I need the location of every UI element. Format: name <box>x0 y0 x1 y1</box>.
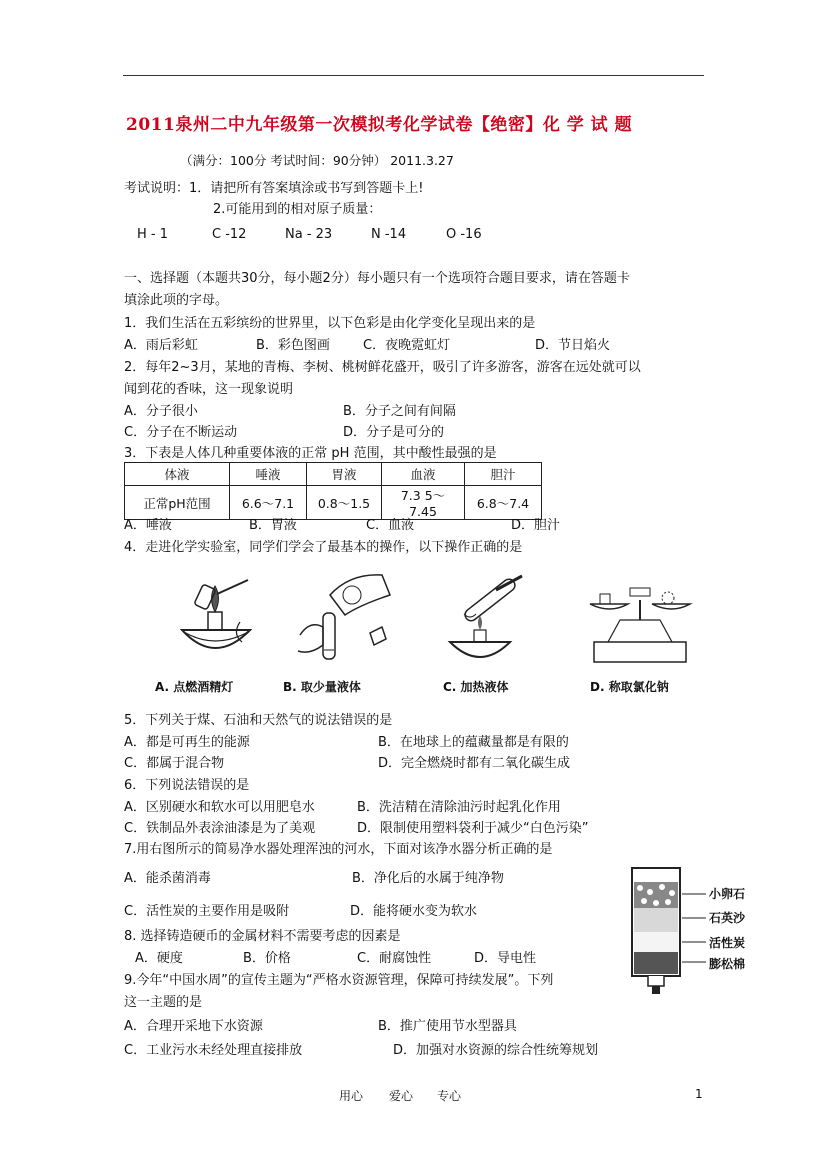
q6-option-b: B．洗洁精在清除油污时起乳化作用 <box>357 800 561 815</box>
ph-table-header: 胃液 <box>307 463 382 486</box>
q5-option-d: D．完全燃烧时都有二氧化碳生成 <box>378 756 571 771</box>
q2-stem-1: 2．每年2~3月，某地的青梅、李树、桃树鲜花盛开，吸引了许多游客，游客在远处就可以 <box>124 360 641 375</box>
exam-meta: （满分：100分 考试时间：90分钟） 2011.3.27 <box>180 153 454 168</box>
ph-table <box>124 462 542 520</box>
q6-option-a: A．区别硬水和软水可以用肥皂水 <box>124 800 315 815</box>
q4-stem: 4．走进化学实验室，同学们学会了最基本的操作，以下操作正确的是 <box>124 540 523 555</box>
figure-caption-b: B. 取少量液体 <box>283 680 361 694</box>
figure-caption-c: C. 加热液体 <box>443 680 509 694</box>
balance-figure <box>580 582 700 672</box>
purifier-label-pebbles: 小卵石 <box>709 887 746 901</box>
purifier-label-cotton: 膨松棉 <box>709 957 746 971</box>
section1-intro-1: 一、选择题（本题共30分，每小题2分）每小题只有一个选项符合题目要求，请在答题卡 <box>124 271 630 286</box>
q2-option-a: A．分子很小 <box>124 404 198 419</box>
atomic-mass-c: C -12 <box>212 227 247 242</box>
q9-option-c: C．工业污水未经处理直接排放 <box>124 1043 303 1058</box>
footer-motto-3: 专心 <box>437 1089 462 1103</box>
q9-option-a: A．合理开采地下水资源 <box>124 1019 263 1034</box>
q9-option-b: B．推广使用节水型器具 <box>378 1019 517 1034</box>
q3-option-c: C．血液 <box>366 518 415 533</box>
ph-table-row <box>125 486 542 520</box>
q3-stem: 3．下表是人体几种重要体液的正常 pH 范围，其中酸性最强的是 <box>124 446 497 461</box>
q9-stem-2: 这一主题的是 <box>124 995 203 1010</box>
header-rule <box>123 75 704 76</box>
q1-option-d: D．节日焰火 <box>535 338 611 353</box>
instructions-line1: 考试说明：1．请把所有答案填涂或书写到答题卡上! <box>124 181 424 196</box>
q3-option-a: A．唾液 <box>124 518 172 533</box>
q1-option-a: A．雨后彩虹 <box>124 338 198 353</box>
figure-caption-a: A. 点燃酒精灯 <box>155 680 234 694</box>
footer-motto-1: 用心 <box>339 1089 364 1103</box>
q2-stem-2: 闻到花的香味，这一现象说明 <box>124 382 294 397</box>
q7-option-a: A．能杀菌消毒 <box>124 871 211 886</box>
q2-option-c: C．分子在不断运动 <box>124 425 238 440</box>
q1-option-c: C．夜晚霓虹灯 <box>363 338 451 353</box>
purifier-label-activated-carbon: 活性炭 <box>709 936 746 950</box>
ph-table-cell: 0.8～1.5 <box>307 486 382 520</box>
q7-option-d: D．能将硬水变为软水 <box>350 904 478 919</box>
q7-option-b: B．净化后的水属于纯净物 <box>352 871 504 886</box>
purifier-leader-lines <box>682 870 708 980</box>
q8-option-a: A．硬度 <box>135 951 183 966</box>
q2-option-b: B．分子之间有间隔 <box>343 404 456 419</box>
q1-option-b: B．彩色图画 <box>256 338 330 353</box>
q8-option-c: C．耐腐蚀性 <box>357 951 432 966</box>
q8-stem: 8. 选择铸造硬币的金属材料不需要考虑的因素是 <box>124 929 401 944</box>
exam-title: 2011泉州二中九年级第一次模拟考化学试卷【绝密】化 学 试 题 <box>126 115 633 135</box>
q5-stem: 5．下列关于煤、石油和天然气的说法错误的是 <box>124 713 393 728</box>
instructions-line2: 2.可能用到的相对原子质量： <box>213 202 382 217</box>
ph-table-header: 体液 <box>125 463 230 486</box>
q5-option-a: A．都是可再生的能源 <box>124 735 250 750</box>
ph-table-header: 血液 <box>382 463 465 486</box>
atomic-mass-o: O -16 <box>446 227 482 242</box>
ph-table-header: 胆汁 <box>465 463 542 486</box>
heat-liquid-figure <box>430 572 540 672</box>
footer-motto-2: 爱心 <box>389 1089 414 1103</box>
q3-option-b: B．胃液 <box>249 518 297 533</box>
q7-stem: 7.用右图所示的简易净水器处理浑浊的河水，下面对该净水器分析正确的是 <box>124 842 553 857</box>
section1-intro-2: 填涂此项的字母。 <box>124 293 229 308</box>
purifier-label-quartz-sand: 石英沙 <box>709 911 746 925</box>
q5-option-c: C．都属于混合物 <box>124 756 225 771</box>
take-liquid-figure <box>290 565 400 675</box>
ph-table-cell: 6.6～7.1 <box>230 486 307 520</box>
ph-table-cell: 正常pH范围 <box>125 486 230 520</box>
q3-option-d: D．胆汁 <box>511 518 561 533</box>
q5-option-b: B．在地球上的蕴藏量都是有限的 <box>378 735 569 750</box>
q9-stem-1: 9.今年“中国水周”的宣传主题为“严格水资源管理，保障可持续发展”。下列 <box>124 973 554 988</box>
atomic-mass-n: N -14 <box>371 227 407 242</box>
water-purifier-figure <box>620 862 690 1002</box>
q6-option-c: C．铁制品外表涂油漆是为了美观 <box>124 821 316 836</box>
page-number: 1 <box>695 1087 703 1101</box>
q9-option-d: D．加强对水资源的综合性统筹规划 <box>393 1043 599 1058</box>
alcohol-lamp-figure <box>170 572 270 672</box>
ph-table-cell: 6.8～7.4 <box>465 486 542 520</box>
q8-option-b: B．价格 <box>243 951 291 966</box>
ph-table-header: 唾液 <box>230 463 307 486</box>
q2-option-d: D．分子是可分的 <box>343 425 445 440</box>
q1-stem: 1．我们生活在五彩缤纷的世界里，以下色彩是由化学变化呈现出来的是 <box>124 316 536 331</box>
figure-caption-d: D. 称取氯化钠 <box>590 680 669 694</box>
atomic-mass-h: H - 1 <box>137 227 169 242</box>
ph-table-header-row <box>125 463 542 486</box>
q6-stem: 6．下列说法错误的是 <box>124 778 250 793</box>
ph-table-cell: 7.3 5～7.45 <box>382 486 465 520</box>
q6-option-d: D．限制使用塑料袋利于减少“白色污染” <box>357 821 589 836</box>
q8-option-d: D．导电性 <box>474 951 537 966</box>
q7-option-c: C．活性炭的主要作用是吸附 <box>124 904 290 919</box>
atomic-mass-na: Na - 23 <box>285 227 333 242</box>
